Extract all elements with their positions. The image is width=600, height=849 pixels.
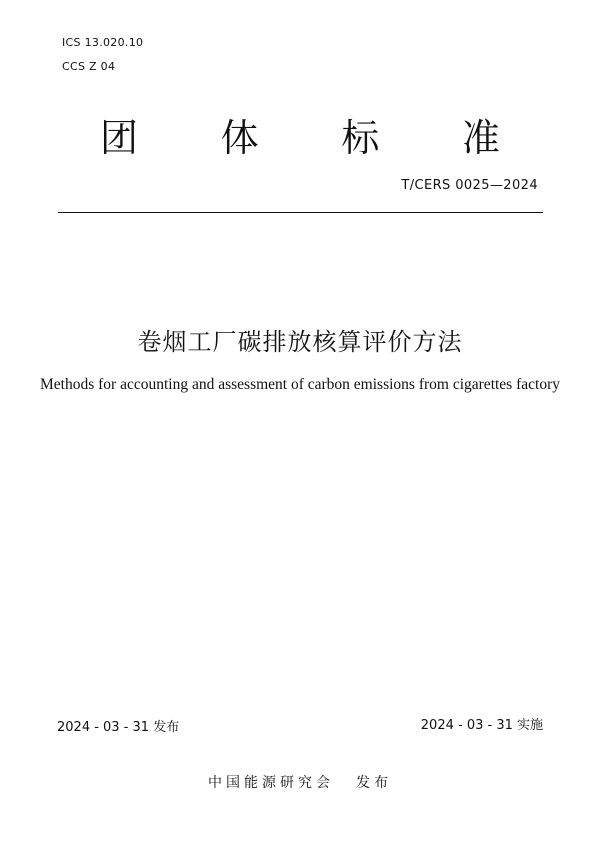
publisher-name: 中国能源研究会 <box>208 775 334 791</box>
title-char: 团 <box>100 116 139 160</box>
english-title: Methods for accounting and assessment of carbon emissions from cigarettes factory <box>40 376 560 393</box>
document-type-title <box>100 112 500 164</box>
ccs-code: CCS Z 04 <box>62 60 116 73</box>
header-divider <box>58 212 543 213</box>
publish-date: 2024 - 03 - 31 发布 <box>57 720 180 735</box>
publisher-action: 发布 <box>356 775 392 791</box>
ics-code: ICS 13.020.10 <box>62 36 144 49</box>
title-char: 标 <box>341 116 380 160</box>
chinese-title: 卷烟工厂碳排放核算评价方法 <box>137 328 463 356</box>
title-char: 准 <box>461 116 500 160</box>
implement-date: 2024 - 03 - 31 实施 <box>420 718 543 733</box>
standard-number: T/CERS 0025—2024 <box>401 178 538 193</box>
title-char: 体 <box>220 116 259 160</box>
publisher-line <box>0 772 600 792</box>
